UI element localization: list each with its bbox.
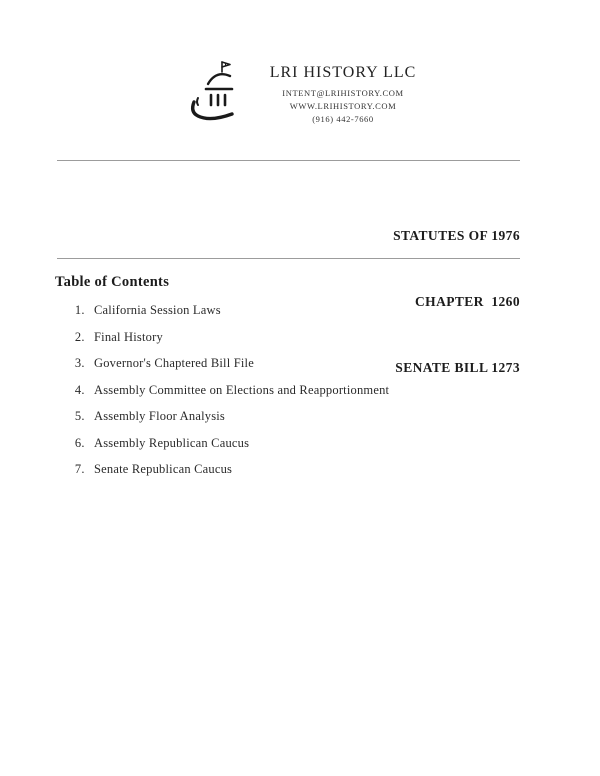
- letterhead: [0, 58, 600, 132]
- toc-title: Table of Contents: [55, 274, 170, 290]
- capitol-sketch-icon: [184, 58, 248, 132]
- company-phone: (916) 442-7660: [312, 114, 374, 124]
- letterhead-text: [270, 64, 417, 126]
- statutes-line: STATUTES OF 1976: [393, 228, 520, 243]
- toc-list: [70, 303, 389, 489]
- company-email: INTENT@LRIHISTORY.COM: [282, 88, 404, 98]
- toc-item: 4. Assembly Committee on Elections and Reapportionment: [88, 383, 389, 397]
- toc-item: 3. Governor's Chaptered Bill File: [88, 356, 389, 370]
- toc-item: 7. Senate Republican Caucus: [88, 462, 389, 476]
- toc-item: 6. Assembly Republican Caucus: [88, 436, 389, 450]
- company-website: WWW.LRIHISTORY.COM: [289, 101, 397, 111]
- toc-item: 2. Final History: [88, 330, 389, 344]
- case-caption: [393, 181, 520, 423]
- toc-item: 5. Assembly Floor Analysis: [88, 409, 389, 423]
- toc-item: 1. California Session Laws: [88, 303, 389, 317]
- chapter-line: CHAPTER 1260: [415, 294, 520, 309]
- senate-bill-line: SENATE BILL 1273: [395, 360, 520, 375]
- company-name: LRI HISTORY LLC: [269, 64, 417, 81]
- divider-top: [57, 160, 520, 161]
